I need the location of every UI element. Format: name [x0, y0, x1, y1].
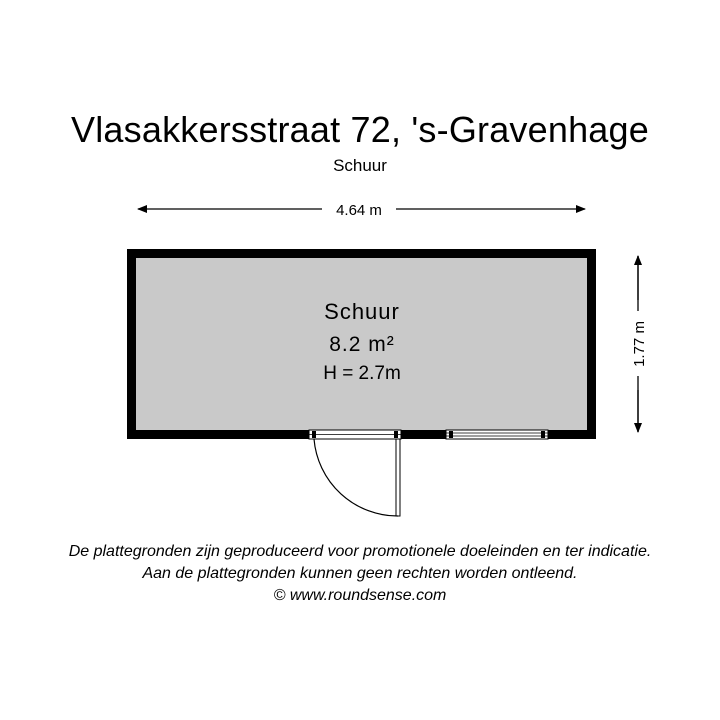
- disclaimer-line-1: De plattegronden zijn geproduceerd voor promotionele doeleinden en ter indicatie.: [68, 543, 652, 560]
- room-area: 8.2 m²: [329, 333, 395, 356]
- width-dimension: [138, 202, 585, 219]
- page-subtitle: Schuur: [333, 156, 387, 175]
- door: [309, 430, 401, 516]
- width-dimension-label: 4.64 m: [336, 202, 382, 219]
- copyright-line: © www.roundsense.com: [273, 587, 447, 604]
- disclaimer-line-2: Aan de plattegronden kunnen geen rechten worden ontleend.: [142, 565, 578, 582]
- wall-right: [587, 249, 596, 439]
- window: [446, 430, 548, 439]
- door-leaf: [396, 439, 400, 516]
- wall-bottom-left: [127, 430, 309, 439]
- wall-top: [127, 249, 596, 258]
- door-swing-arc: [314, 439, 398, 516]
- room-name: Schuur: [324, 299, 400, 324]
- disclaimer: [0, 541, 720, 607]
- height-dimension-label: 1.77 m: [631, 321, 648, 367]
- wall-left: [127, 249, 136, 439]
- page-title: Vlasakkersstraat 72, 's-Gravenhage: [71, 109, 649, 150]
- wall-bottom-middle: [401, 430, 446, 439]
- wall-bottom-right: [548, 430, 596, 439]
- room-ceiling-height: H = 2.7m: [323, 363, 401, 384]
- height-dimension: [631, 256, 648, 432]
